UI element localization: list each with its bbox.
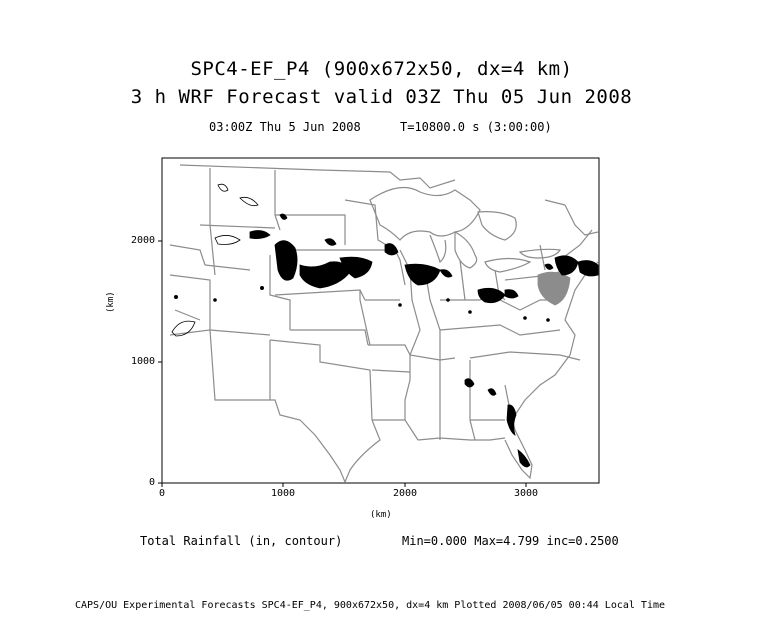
y-tick-label: 2000: [131, 235, 156, 246]
footer-credit: CAPS/OU Experimental Forecasts SPC4-EF_P4, 900x672x50, dx=4 km Plotted 2008/06/05 00:44 Local Time: [75, 600, 666, 611]
forecast-seconds-label: T=10800.0 s (3:00:00): [400, 120, 552, 134]
y-tick-label: 1000: [131, 356, 156, 367]
valid-time-label: 03:00Z Thu 5 Jun 2008: [209, 120, 361, 134]
x-axis-label: (km): [370, 510, 392, 520]
x-tick-label: 3000: [514, 488, 539, 499]
x-tick-label: 2000: [393, 488, 418, 499]
plot-title: SPC4-EF_P4 (900x672x50, dx=4 km): [190, 58, 573, 80]
state-boundaries: [170, 165, 598, 482]
x-tick-label: 1000: [271, 488, 296, 499]
field-stats: Min=0.000 Max=4.799 inc=0.2500: [402, 534, 619, 548]
map-frame: [162, 158, 599, 483]
y-axis-label: (km): [106, 291, 116, 313]
field-legend: Total Rainfall (in, contour): [140, 534, 343, 548]
forecast-valid-title: 3 h WRF Forecast valid 03Z Thu 05 Jun 2008: [130, 86, 633, 108]
x-tick-label: 0: [159, 488, 166, 499]
y-tick-label: 0: [149, 477, 156, 488]
